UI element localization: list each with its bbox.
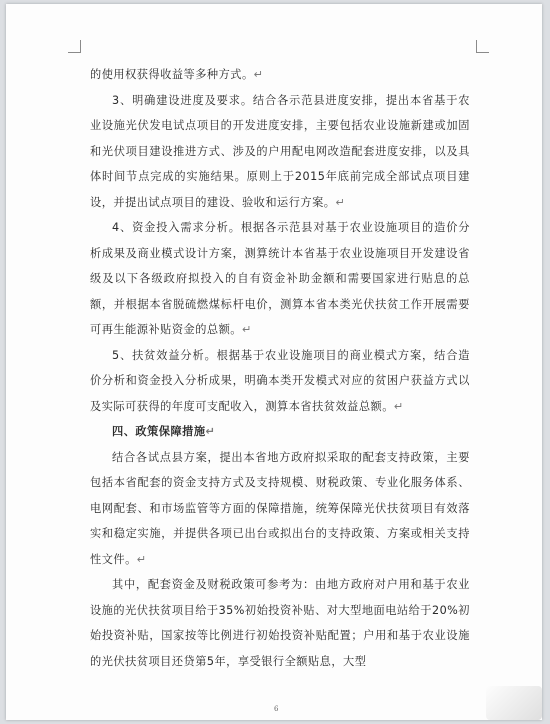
watermark-logo xyxy=(486,686,542,720)
paragraph-funding-analysis[interactable] xyxy=(90,215,470,343)
paragraph-mark: ↵ xyxy=(393,399,404,413)
paragraph-mark: ↵ xyxy=(253,68,264,81)
paragraph-policy-support[interactable] xyxy=(90,445,470,573)
paragraph-text: 结合各试点县方案，提出本省地方政府拟采取的配套支持政策，主要包括本省配套的资金支持方式及支持规模、财税政策、专业化服务体系、电网配套、和市场监管等方面的保障措施，统筹保障光伏扶贫项目有效落实和稳定实施，并提供各项已出台或拟出台的支持政策、方案或相关支持性文件。 xyxy=(90,450,470,566)
paragraph-schedule-requirements[interactable] xyxy=(90,88,470,216)
crop-mark-top-left xyxy=(68,40,81,53)
document-page xyxy=(6,4,542,720)
paragraph-text: 的使用权获得收益等多种方式。 xyxy=(90,68,254,81)
paragraph-mark: ↵ xyxy=(205,425,216,438)
paragraph-continuation[interactable] xyxy=(90,62,470,88)
paragraph-text: 3、明确建设进度及要求。结合各示范县进度安排，提出本省基于农业设施光伏发电试点项目的开发进度安排，主要包括农业设施新建或加固和光伏项目建设推进方式、涉及的户用配电网改造配套进度安排，以及具体时间节点完成的实施结果。原则上于2015年底前完成全部试点项目建设，并提出试点项目的建设、验收和运行方案。 xyxy=(90,93,470,209)
crop-mark-top-right xyxy=(476,40,489,53)
section-heading-policy[interactable] xyxy=(90,419,470,445)
page-number: 6 xyxy=(274,705,279,713)
heading-text: 四、政策保障措施 xyxy=(112,425,206,438)
paragraph-benefit-analysis[interactable] xyxy=(90,343,470,420)
paragraph-text: 4、资金投入需求分析。根据各示范县对基于农业设施项目的造价分析成果及商业模式设计方案，测算统计本省基于农业设施项目开发建设省级及以下各级政府拟投入的自有资金补助金额和需要国家进行贴息的总额，并根据本省脱硫燃煤标杆电价，测算本省本类光伏扶贫工作开展需要可再生能源补贴资金的总额。 xyxy=(90,221,470,336)
paragraph-mark: ↵ xyxy=(241,323,252,336)
paragraph-text: 其中，配套资金及财税政策可参考为：由地方政府对户用和基于农业设施的光伏扶贫项目给于35%初始投资补贴、对大型地面电站给于20%初始投资补贴，国家按等比例进行初始投资补贴配置；户用和基于农业设施的光伏扶贫项目还贷第5年，享受银行全额贴息，大型 xyxy=(90,578,470,668)
paragraph-subsidy-reference[interactable] xyxy=(90,572,470,674)
paragraph-text: 5、扶贫效益分析。根据基于农业设施项目的商业模式方案，结合造价分析和资金投入分析成果，明确本类开发模式对应的贫困户获益方式以及实际可获得的年度可支配收入，测算本省扶贫效益总额。 xyxy=(90,348,470,413)
paragraph-mark: ↵ xyxy=(136,552,147,566)
document-body xyxy=(90,62,470,674)
paragraph-mark: ↵ xyxy=(335,195,346,209)
